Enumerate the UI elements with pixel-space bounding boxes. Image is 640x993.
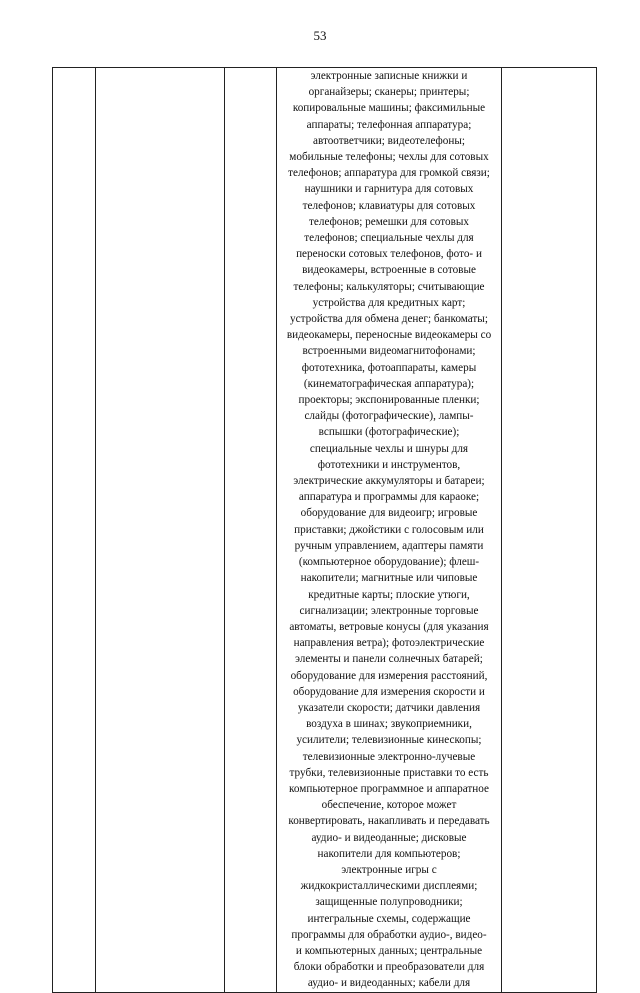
text-line: телефонов; аппаратура для громкой связи; [288, 167, 490, 180]
document-table [52, 67, 597, 993]
text-line: конвертировать, накапливать и передавать [288, 815, 490, 828]
text-line: устройства для кредитных карт; [312, 296, 466, 309]
text-line: фототехники и инструментов, [317, 458, 461, 471]
text-line: сигнализации; электронные торговые [299, 604, 479, 617]
text-line: (кинематографическая аппаратура); [303, 377, 475, 390]
text-line: слайды (фотографические), лампы- [304, 410, 474, 423]
text-line: приставки; джойстики с голосовым или [294, 523, 484, 536]
text-line: и компьютерных данных; центральные [295, 944, 483, 957]
text-line: телефонов; клавиатуры для сотовых [302, 199, 476, 212]
table-cell-col-5 [502, 68, 597, 993]
text-line: интегральные схемы, содержащие [307, 912, 471, 925]
text-line: трубки, телевизионные приставки то есть [289, 766, 489, 779]
text-line: программы для обработки аудио-, видео- [291, 928, 487, 941]
text-line: накопители для компьютеров; [317, 847, 461, 860]
text-line: видеокамеры, встроенные в сотовые [302, 264, 476, 277]
text-line: автоответчики; видеотелефоны; [312, 134, 466, 147]
text-line: телефонов; специальные чехлы для [304, 232, 474, 245]
table-row [53, 68, 597, 993]
text-line: усилители; телевизионные кинескопы; [296, 734, 482, 747]
text-line: ручным управлением, адаптеры памяти [294, 539, 484, 552]
text-line: защищенные полупроводники; [315, 896, 463, 909]
table-cell-col-1 [53, 68, 96, 993]
text-line: аппаратура и программы для караоке; [298, 491, 480, 504]
text-line: обеспечение, которое может [321, 799, 457, 812]
text-line: встроенными видеомагнитофонами; [302, 345, 476, 358]
text-line: автоматы, ветровые конусы (для указания [289, 620, 489, 633]
text-line: оборудование для измерения расстояний, [290, 669, 488, 682]
text-line: блоки обработки и преобразователи для [293, 961, 485, 974]
text-line: кредитные карты; плоские утюги, [308, 588, 470, 601]
text-line: устройства для обмена денег; банкоматы; [290, 313, 488, 326]
text-line: аудио- и видеоданные; дисковые [311, 831, 467, 844]
text-line: видеокамеры, переносные видеокамеры со [286, 329, 492, 342]
goods-list-text [277, 68, 501, 992]
text-line: телефонов; ремешки для сотовых [309, 215, 469, 228]
text-line: указатели скорости; датчики давления [297, 701, 481, 714]
goods-list-cell [277, 68, 502, 993]
text-line: накопители; магнитные или чиповые [300, 572, 478, 585]
text-line: мобильные телефоны; чехлы для сотовых [289, 151, 489, 164]
table-cell-col-3 [225, 68, 277, 993]
text-line: электронные игры с [341, 863, 437, 876]
text-line: вспышки (фотографические); [318, 426, 460, 439]
text-line: переноски сотовых телефонов, фото- и [296, 248, 482, 261]
text-line: фототехника, фотоаппараты, камеры [301, 361, 477, 374]
text-line: проекторы; экспонированные пленки; [298, 394, 480, 407]
text-line: элементы и панели солнечных батарей; [295, 653, 483, 666]
text-line: специальные чехлы и шнуры для [309, 442, 469, 455]
text-line: (компьютерное оборудование); флеш- [298, 556, 480, 569]
text-line: оборудование для видеоигр; игровые [300, 507, 478, 520]
text-line: копировальные машины; факсимильные [292, 102, 486, 115]
text-line: телевизионные электронно-лучевые [302, 750, 476, 763]
text-line: оборудование для измерения скорости и [293, 685, 485, 698]
table-cell-col-2 [96, 68, 225, 993]
text-line: жидкокристаллическими дисплеями; [300, 880, 478, 893]
text-line: наушники и гарнитура для сотовых [304, 183, 474, 196]
text-line: электрические аккумуляторы и батареи; [293, 475, 485, 488]
text-line: электронные записные книжки и [310, 70, 468, 82]
text-line: аудио- и видеоданных; кабели для [307, 977, 471, 990]
text-line: воздуха в шинах; звукоприемники, [306, 718, 472, 731]
text-line: органайзеры; сканеры; принтеры; [308, 86, 470, 99]
text-line: аппараты; телефонная аппаратура; [306, 118, 472, 131]
text-line: телефоны; калькуляторы; считывающие [293, 280, 485, 293]
text-line: компьютерное программное и аппаратное [289, 782, 489, 795]
text-line: направления ветра); фотоэлектрические [293, 637, 485, 650]
page-number: 53 [313, 28, 327, 43]
